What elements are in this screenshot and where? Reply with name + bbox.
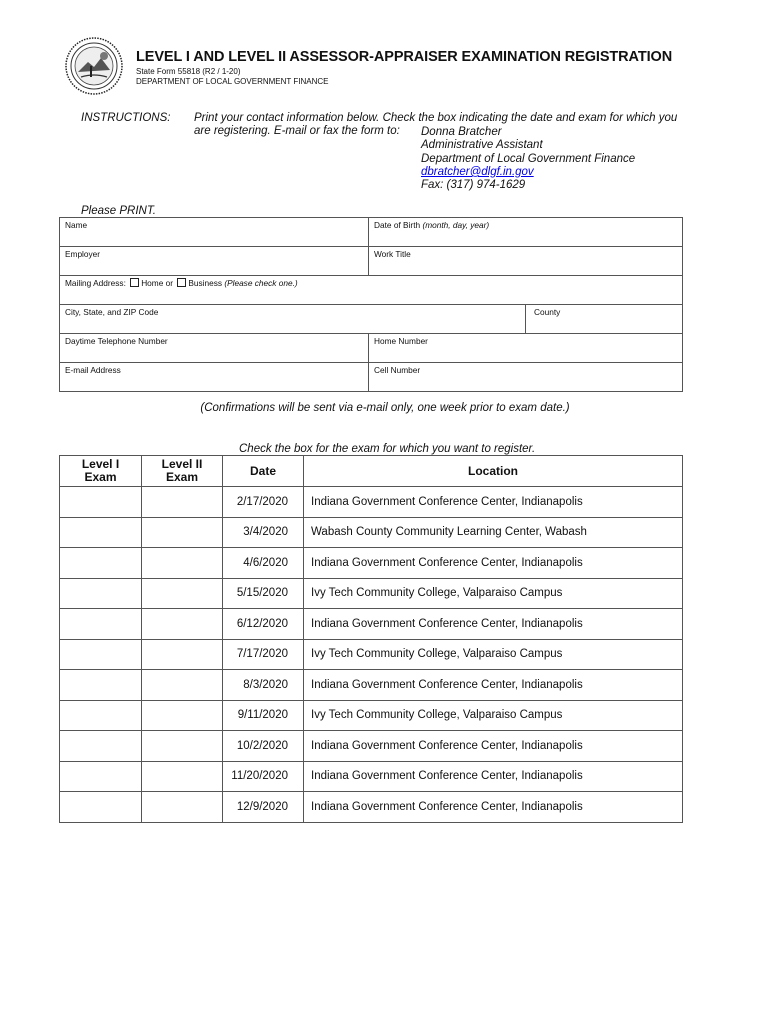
exam-row xyxy=(60,487,683,518)
form-title: LEVEL I AND LEVEL II ASSESSOR-APPRAISER EXAMINATION REGISTRATION xyxy=(136,49,673,65)
dob-hint: (month, day, year) xyxy=(422,220,490,230)
exam-date: 2/17/2020 xyxy=(223,487,304,518)
exam-row xyxy=(60,517,683,548)
contact-email-link[interactable]: dbratcher@dlgf.in.gov xyxy=(421,165,534,178)
name-label: Name xyxy=(65,220,88,230)
contact-fax: Fax: (317) 974-1629 xyxy=(421,179,526,192)
exam-row xyxy=(60,609,683,640)
location-header: Location xyxy=(304,456,683,487)
home-number-label: Home Number xyxy=(374,336,428,346)
exam-row xyxy=(60,792,683,823)
dob-label: Date of Birth xyxy=(374,220,421,230)
instructions-label: INSTRUCTIONS: xyxy=(81,112,171,124)
level-2-checkbox-cell[interactable] xyxy=(142,609,223,640)
exam-row xyxy=(60,731,683,762)
level-1-checkbox-cell[interactable] xyxy=(60,700,142,731)
contact-title: Administrative Assistant xyxy=(421,139,543,152)
employer-label: Employer xyxy=(65,249,101,259)
name-field[interactable] xyxy=(60,218,369,247)
state-seal-icon xyxy=(64,36,124,96)
level-2-checkbox-cell[interactable] xyxy=(142,731,223,762)
exam-date: 4/6/2020 xyxy=(223,548,304,579)
exam-location: Indiana Government Conference Center, Indianapolis xyxy=(304,670,683,701)
city-state-zip-label: City, State, and ZIP Code xyxy=(65,307,159,317)
exam-date: 5/15/2020 xyxy=(223,578,304,609)
level-1-checkbox-cell[interactable] xyxy=(60,670,142,701)
county-field[interactable] xyxy=(526,305,683,334)
level-2-checkbox-cell[interactable] xyxy=(142,700,223,731)
cell-number-label: Cell Number xyxy=(374,365,421,375)
exam-location: Indiana Government Conference Center, Indianapolis xyxy=(304,731,683,762)
instructions-line-1: Print your contact information below. Check the box indicating the date and exam for which you xyxy=(194,112,678,124)
contact-name: Donna Bratcher xyxy=(421,126,502,138)
state-form-number: State Form 55818 (R2 / 1-20) xyxy=(136,67,241,76)
exam-date: 11/20/2020 xyxy=(223,761,304,792)
daytime-phone-field[interactable] xyxy=(60,334,369,363)
level-2-checkbox-cell[interactable] xyxy=(142,639,223,670)
city-state-zip-field[interactable] xyxy=(60,305,526,334)
exam-instruction-note: Check the box for the exam for which you want to register. xyxy=(239,443,536,455)
level-1-checkbox-cell[interactable] xyxy=(60,792,142,823)
exam-location: Ivy Tech Community College, Valparaiso Campus xyxy=(304,700,683,731)
business-label: Business xyxy=(188,278,222,288)
level-1-checkbox-cell[interactable] xyxy=(60,578,142,609)
exam-row xyxy=(60,639,683,670)
home-number-field[interactable] xyxy=(369,334,683,363)
exam-date: 9/11/2020 xyxy=(223,700,304,731)
exam-row xyxy=(60,700,683,731)
level-2-checkbox-cell[interactable] xyxy=(142,761,223,792)
email-address-label: E-mail Address xyxy=(65,365,121,375)
work-title-label: Work Title xyxy=(374,249,411,259)
please-print-note: Please PRINT. xyxy=(81,205,156,217)
date-header: Date xyxy=(223,456,304,487)
contact-form-table xyxy=(59,217,683,392)
level-2-checkbox-cell[interactable] xyxy=(142,792,223,823)
exam-location: Indiana Government Conference Center, Indianapolis xyxy=(304,548,683,579)
exam-date: 6/12/2020 xyxy=(223,609,304,640)
exam-date: 8/3/2020 xyxy=(223,670,304,701)
home-or-label: Home or xyxy=(141,278,174,288)
level-2-checkbox-cell[interactable] xyxy=(142,548,223,579)
exam-schedule-table xyxy=(59,455,683,823)
department-name: DEPARTMENT OF LOCAL GOVERNMENT FINANCE xyxy=(136,77,329,86)
exam-date: 12/9/2020 xyxy=(223,792,304,823)
level-1-checkbox-cell[interactable] xyxy=(60,639,142,670)
exam-date: 3/4/2020 xyxy=(223,517,304,548)
confirmation-note: (Confirmations will be sent via e-mail only, one week prior to exam date.) xyxy=(200,402,570,414)
mailing-address-label: Mailing Address: xyxy=(65,278,126,288)
exam-location: Indiana Government Conference Center, Indianapolis xyxy=(304,487,683,518)
level-2-checkbox-cell[interactable] xyxy=(142,517,223,548)
exam-row xyxy=(60,578,683,609)
level-1-checkbox-cell[interactable] xyxy=(60,487,142,518)
level-2-checkbox-cell[interactable] xyxy=(142,578,223,609)
level-1-checkbox-cell[interactable] xyxy=(60,517,142,548)
business-checkbox[interactable] xyxy=(177,278,186,287)
level-2-header: Level II Exam xyxy=(142,456,223,487)
exam-row xyxy=(60,670,683,701)
contact-department: Department of Local Government Finance xyxy=(421,152,636,165)
level-2-checkbox-cell[interactable] xyxy=(142,487,223,518)
level-1-checkbox-cell[interactable] xyxy=(60,761,142,792)
mailing-address-field[interactable] xyxy=(60,276,683,305)
exam-date: 10/2/2020 xyxy=(223,731,304,762)
level-1-checkbox-cell[interactable] xyxy=(60,731,142,762)
county-label: County xyxy=(534,307,561,317)
exam-row xyxy=(60,548,683,579)
exam-location: Indiana Government Conference Center, Indianapolis xyxy=(304,609,683,640)
contact-block xyxy=(421,126,635,192)
exam-location: Ivy Tech Community College, Valparaiso Campus xyxy=(304,578,683,609)
instructions-line-2: are registering. E-mail or fax the form to: xyxy=(194,125,400,138)
exam-location: Indiana Government Conference Center, Indianapolis xyxy=(304,761,683,792)
exam-row xyxy=(60,761,683,792)
exam-location: Indiana Government Conference Center, Indianapolis xyxy=(304,792,683,823)
check-one-hint: (Please check one.) xyxy=(224,278,298,288)
exam-location: Wabash County Community Learning Center, Wabash xyxy=(304,517,683,548)
employer-field[interactable] xyxy=(60,247,369,276)
exam-location: Ivy Tech Community College, Valparaiso Campus xyxy=(304,639,683,670)
exam-table-header xyxy=(60,456,683,487)
daytime-phone-label: Daytime Telephone Number xyxy=(65,336,168,346)
level-2-checkbox-cell[interactable] xyxy=(142,670,223,701)
level-1-checkbox-cell[interactable] xyxy=(60,548,142,579)
exam-date: 7/17/2020 xyxy=(223,639,304,670)
home-checkbox[interactable] xyxy=(130,278,139,287)
work-title-field[interactable] xyxy=(369,247,683,276)
level-1-checkbox-cell[interactable] xyxy=(60,609,142,640)
cell-number-field[interactable] xyxy=(369,363,683,392)
level-1-header: Level I Exam xyxy=(60,456,142,487)
dob-field[interactable] xyxy=(369,218,683,247)
email-address-field[interactable] xyxy=(60,363,369,392)
